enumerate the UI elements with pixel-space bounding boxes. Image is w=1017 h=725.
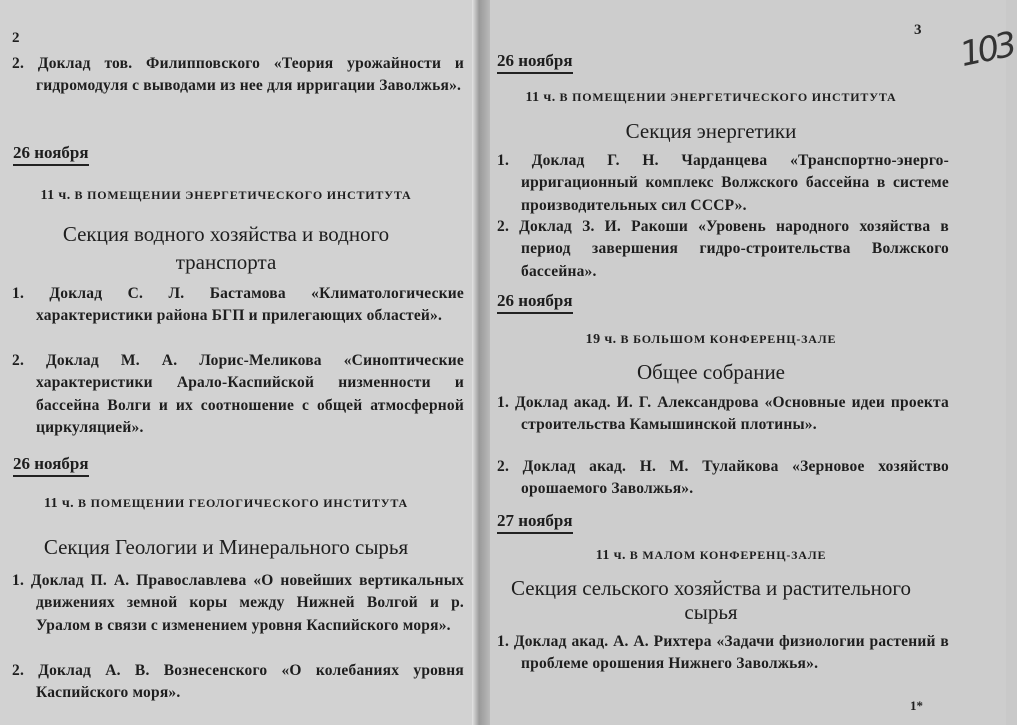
agenda-item: 1. Доклад акад. А. А. Рихтера «Задачи физиологии растений в проблеме орошения Нижнего Заволжья». bbox=[497, 633, 949, 673]
date-heading: 26 ноября bbox=[497, 51, 573, 74]
venue-line: 11 ч. В ПОМЕЩЕНИИ ЭНЕРГЕТИЧЕСКОГО ИНСТИТУТА bbox=[40, 188, 412, 203]
agenda-item: 1. Доклад П. А. Православлева «О новейших вертикальных движениях земной коры между Нижней Волгой и р. Уралом в связи с изменением уровня Каспийского моря». bbox=[12, 572, 464, 634]
page-number: 3 bbox=[914, 22, 922, 38]
section-title: Секция водного хозяйства и водного транспорта bbox=[62, 222, 390, 274]
right-page bbox=[490, 0, 1017, 725]
section-title: Общее собрание bbox=[636, 360, 786, 384]
section-title: Секция энергетики bbox=[625, 119, 797, 143]
left-page bbox=[0, 0, 472, 725]
agenda-item: 1. Доклад акад. И. Г. Александрова «Основные идеи проекта строительства Камышинской плотины». bbox=[497, 394, 949, 434]
agenda-item: 2. Доклад З. И. Ракоши «Уровень народного хозяйства в период завершения гидро-строительства Волжского бассейна». bbox=[497, 218, 949, 280]
date-heading: 26 ноября bbox=[13, 454, 89, 477]
section-title: Секция Геологии и Минерального сырья bbox=[43, 535, 409, 559]
agenda-item: 2. Доклад акад. Н. М. Тулайкова «Зерновое хозяйство орошаемого Заволжья». bbox=[497, 458, 949, 498]
agenda-item: 1. Доклад С. Л. Бастамова «Климатологические характеристики района БГП и прилегающих областей». bbox=[12, 285, 464, 325]
agenda-item: 2. Доклад М. А. Лорис-Меликова «Синоптические характеристики Арало-Каспийской низменности и бассейна Волги и их соотношение с общей атмосферной циркуляцией». bbox=[12, 352, 464, 436]
date-heading: 26 ноября bbox=[13, 143, 89, 166]
agenda-item: 1. Доклад Г. Н. Чарданцева «Транспортно-энерго-ирригационный комплекс Волжского бассейна в системе производительных сил СССР». bbox=[497, 152, 949, 214]
venue-line: 11 ч. В ПОМЕЩЕНИИ ЭНЕРГЕТИЧЕСКОГО ИНСТИТУТА bbox=[525, 90, 897, 105]
agenda-item: 2. Доклад тов. Филипповского «Теория урожайности и гидромодуля с выводами из нее для ирригации Заволжья». bbox=[12, 55, 465, 95]
venue-line: 11 ч. В ПОМЕЩЕНИИ ГЕОЛОГИЧЕСКОГО ИНСТИТУТА bbox=[43, 496, 409, 511]
venue-line: 19 ч. В БОЛЬШОМ КОНФЕРЕНЦ-ЗАЛЕ bbox=[585, 332, 837, 347]
signature-mark: 1* bbox=[910, 698, 923, 713]
venue-line: 11 ч. В МАЛОМ КОНФЕРЕНЦ-ЗАЛЕ bbox=[595, 548, 827, 563]
agenda-item: 2. Доклад А. В. Вознесенского «О колебаниях уровня Каспийского моря». bbox=[12, 662, 465, 702]
date-heading: 27 ноября bbox=[497, 511, 573, 534]
page-number: 2 bbox=[12, 30, 20, 46]
handwritten-folio-mark: 103 bbox=[956, 24, 1017, 76]
book-gutter bbox=[472, 0, 490, 725]
date-heading: 26 ноября bbox=[497, 291, 573, 314]
section-title: Секция сельского хозяйства и растительного сырья bbox=[511, 576, 911, 624]
